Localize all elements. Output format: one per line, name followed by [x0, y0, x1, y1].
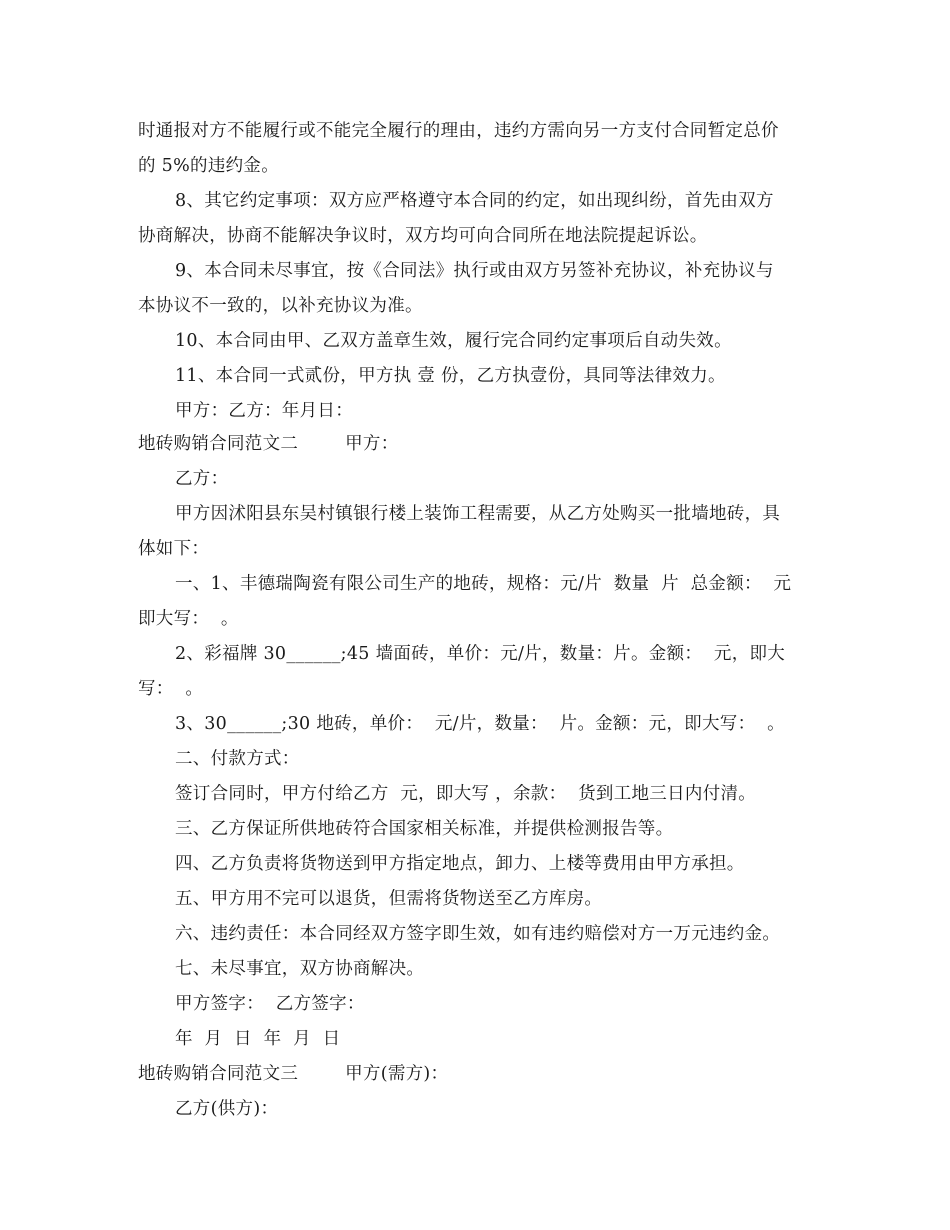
clause-six-line: 六、违约责任：本合同经双方签字即生效，如有违约赔偿对方一万元违约金。: [175, 924, 781, 944]
clause-five-line: 五、甲方用不完可以退货，但需将货物送至乙方库房。: [175, 889, 603, 909]
section-heading-two: 地砖购销合同范文二 甲方：: [138, 434, 399, 454]
clause-8-line: 8、其它约定事项：双方应严格遵守本合同的约定，如出现纠纷，首先由双方: [175, 191, 774, 211]
paragraph-line: 本协议不一致的，以补充协议为准。: [138, 296, 423, 316]
date-line: 年 月 日 年 月 日: [175, 1029, 341, 1049]
party-b-line: 乙方(供方)：: [175, 1099, 279, 1119]
item-two-line: 2、彩福牌 30______;45 墙面砖，单价：元/片，数量：片。金额： 元，即大: [175, 644, 786, 664]
paragraph-line: 的 5%的违约金。: [138, 156, 280, 176]
clause-four-line: 四、乙方负责将货物送到甲方指定地点，卸力、上楼等费用由甲方承担。: [175, 854, 745, 874]
paragraph-line: 写： 。: [138, 679, 204, 699]
clause-11-line: 11、本合同一式贰份，甲方执 壹 份，乙方执壹份，具同等法律效力。: [175, 366, 726, 386]
paragraph-line: 即大写： 。: [138, 609, 239, 629]
paragraph-line: 体如下：: [138, 539, 210, 559]
section-heading-three: 地砖购销合同范文三 甲方(需方)：: [138, 1064, 449, 1084]
party-b-line: 乙方：: [175, 469, 229, 489]
clause-10-line: 10、本合同由甲、乙双方盖章生效，履行完合同约定事项后自动失效。: [175, 331, 732, 351]
clause-seven-line: 七、未尽事宜，双方协商解决。: [175, 959, 425, 979]
payment-heading: 二、付款方式：: [175, 749, 300, 769]
item-one-line: 一、1、丰德瑞陶瓷有限公司生产的地砖，规格：元/片 数量 片 总金额： 元: [175, 574, 792, 594]
intro-line: 甲方因沭阳县东吴村镇银行楼上装饰工程需要，从乙方处购买一批墙地砖，具: [175, 504, 781, 524]
paragraph-line: 协商解决，协商不能解决争议时，双方均可向合同所在地法院提起诉讼。: [138, 226, 708, 246]
signature-line: 甲方签字： 乙方签字：: [175, 994, 365, 1014]
paragraph-line: 时通报对方不能履行或不能完全履行的理由，违约方需向另一方支付合同暂定总价: [138, 121, 779, 141]
clause-three-line: 三、乙方保证所供地砖符合国家相关标准，并提供检测报告等。: [175, 819, 674, 839]
signature-line: 甲方：乙方：年月日：: [175, 401, 353, 421]
clause-9-line: 9、本合同未尽事宜，按《合同法》执行或由双方另签补充协议，补充协议与: [175, 261, 774, 281]
item-three-line: 3、30______;30 地砖，单价： 元/片，数量： 片。金额：元，即大写： 。: [175, 714, 785, 734]
payment-line: 签订合同时，甲方付给乙方 元，即大写 ，余款： 货到工地三日内付清。: [175, 784, 757, 804]
